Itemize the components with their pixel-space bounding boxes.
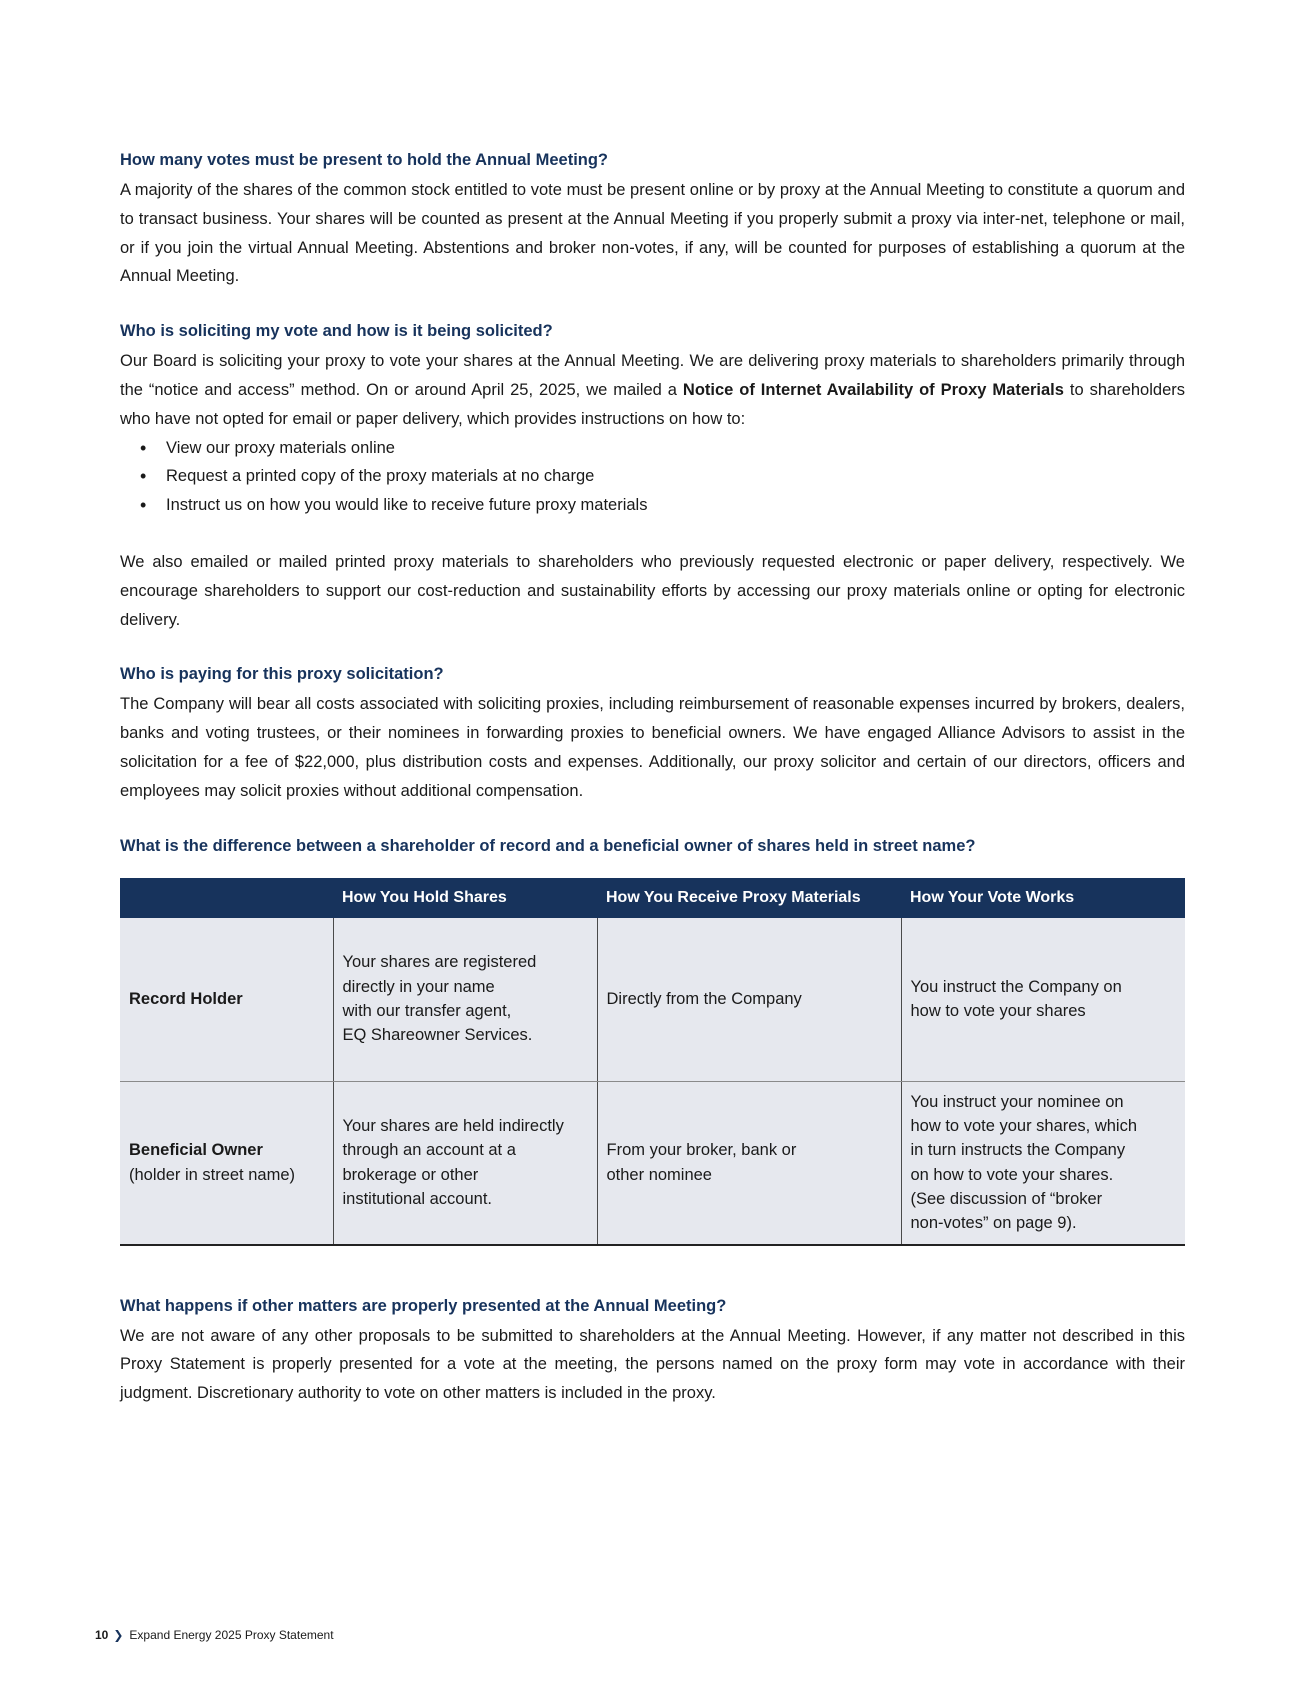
cell-line: other nominee — [606, 1165, 712, 1184]
table-header-cell: How You Receive Proxy Materials — [597, 878, 901, 918]
notice-title: Notice of Internet Availability of Proxy Materials — [682, 380, 1064, 399]
cell-line: institutional account. — [342, 1189, 493, 1208]
cell-line: through an account at a — [342, 1141, 516, 1160]
cell-line: with our transfer agent, — [342, 1002, 512, 1021]
table-row — [120, 1081, 1185, 1245]
list-item: • Request a printed copy of the proxy materials at no charge — [120, 462, 1185, 491]
chevron-right-icon: ❯ — [113, 1628, 124, 1642]
section-body — [120, 347, 1185, 433]
section-heading: Who is soliciting my vote and how is it being solicited? — [120, 322, 553, 341]
row-sublabel: (holder in street name) — [129, 1165, 295, 1184]
section-heading: What is the difference between a shareholder of record and a beneficial owner of shares held in street name? — [120, 836, 976, 855]
section-other-matters — [120, 1294, 1185, 1408]
table-cell — [333, 918, 597, 1082]
table-cell — [597, 1081, 901, 1245]
section-heading: What happens if other matters are properly presented at the Annual Meeting? — [120, 1296, 727, 1315]
cell-line: (See discussion of “broker — [910, 1189, 1103, 1208]
row-label: Record Holder — [129, 989, 243, 1008]
list-item: • View our proxy materials online — [120, 434, 1185, 463]
table-header-row — [120, 878, 1185, 918]
cell-line: Directly from the Company — [606, 989, 802, 1008]
cell-line: EQ Shareowner Services. — [342, 1026, 533, 1045]
body-text: Our Board is soliciting your proxy to vote your shares at the Annual Meeting. We are delivering proxy materials to shareholders primarily through the “notice and access” method. On or around April 25, 2025, we mailed a — [120, 352, 1185, 399]
section-heading: Who is paying for this proxy solicitation? — [120, 665, 444, 684]
instruction-list — [120, 434, 1185, 520]
section-soliciting — [120, 319, 1185, 634]
cell-line: You instruct your nominee on — [910, 1092, 1124, 1111]
cell-line: how to vote your shares — [910, 1002, 1086, 1021]
section-heading: How many votes must be present to hold the Annual Meeting? — [120, 151, 609, 169]
table-header-cell: How Your Vote Works — [901, 878, 1185, 918]
cell-line: Your shares are held indirectly — [342, 1116, 564, 1135]
table-cell — [597, 918, 901, 1082]
table-header-cell: How You Hold Shares — [333, 878, 597, 918]
row-label: Beneficial Owner — [129, 1141, 263, 1160]
document-title: Expand Energy 2025 Proxy Statement — [129, 1628, 334, 1642]
section-body: A majority of the shares of the common stock entitled to vote must be present online or by proxy at the Annual Meeting to constitute a quorum and to transact business. Your shares will be counted as present at the Annual Meeting if you properly submit a proxy via inter-net, telephone or mail, or if you join the virtual Annual Meeting. Abstentions and broker non-votes, if any, will be counted for purposes of establishing a quorum at the Annual Meeting. — [120, 181, 1185, 286]
ownership-table — [120, 878, 1185, 1246]
page-number: 10 — [95, 1628, 109, 1642]
cell-line: Your shares are registered — [342, 953, 537, 972]
section-paying — [120, 662, 1185, 805]
table-row — [120, 918, 1185, 1082]
cell-line: From your broker, bank or — [606, 1141, 797, 1160]
page-footer — [95, 1628, 334, 1642]
row-label-cell — [120, 918, 333, 1082]
section-body: We are not aware of any other proposals to be submitted to shareholders at the Annual Meeting. However, if any matter not described in this Proxy Statement is properly presented for a vote at the meeting, the persons named on the proxy form may vote in accordance with their judgment. Discretionary authority to vote on other matters is included in the proxy. — [120, 1326, 1185, 1403]
list-item: • Instruct us on how you would like to receive future proxy materials — [120, 491, 1185, 520]
table-cell — [901, 918, 1185, 1082]
cell-line: on how to vote your shares. — [910, 1165, 1114, 1184]
cell-line: non-votes” on page 9). — [910, 1214, 1077, 1233]
table-header-cell — [120, 878, 333, 918]
cell-line: in turn instructs the Company — [910, 1141, 1126, 1160]
table-cell — [901, 1081, 1185, 1245]
page-content — [120, 148, 1185, 1436]
cell-line: directly in your name — [342, 977, 495, 996]
section-quorum — [120, 148, 1185, 291]
section-body: The Company will bear all costs associated with soliciting proxies, including reimbursement of reasonable expenses incurred by brokers, dealers, banks and voting trustees, or their nominees in forwarding proxies to beneficial owners. We have engaged Alliance Advisors to assist in the solicitation for a fee of $22,000, plus distribution costs and expenses. Additionally, our proxy solicitor and certain of our directors, officers and employees may solicit proxies without additional compensation. — [120, 695, 1185, 800]
body-text: to shareholders who have not opted for email or paper delivery, which provides instructions on how to: — [120, 380, 1185, 428]
section-body: We also emailed or mailed printed proxy materials to shareholders who previously requested electronic or paper delivery, respectively. We encourage shareholders to support our cost-reduction and sustainability efforts by accessing our proxy materials online or opting for electronic delivery. — [120, 552, 1185, 629]
cell-line: You instruct the Company on — [910, 977, 1122, 996]
row-label-cell — [120, 1081, 333, 1245]
table-cell — [333, 1081, 597, 1245]
cell-line: how to vote your shares, which — [910, 1116, 1138, 1135]
cell-line: brokerage or other — [342, 1165, 479, 1184]
section-difference — [120, 834, 1185, 1246]
